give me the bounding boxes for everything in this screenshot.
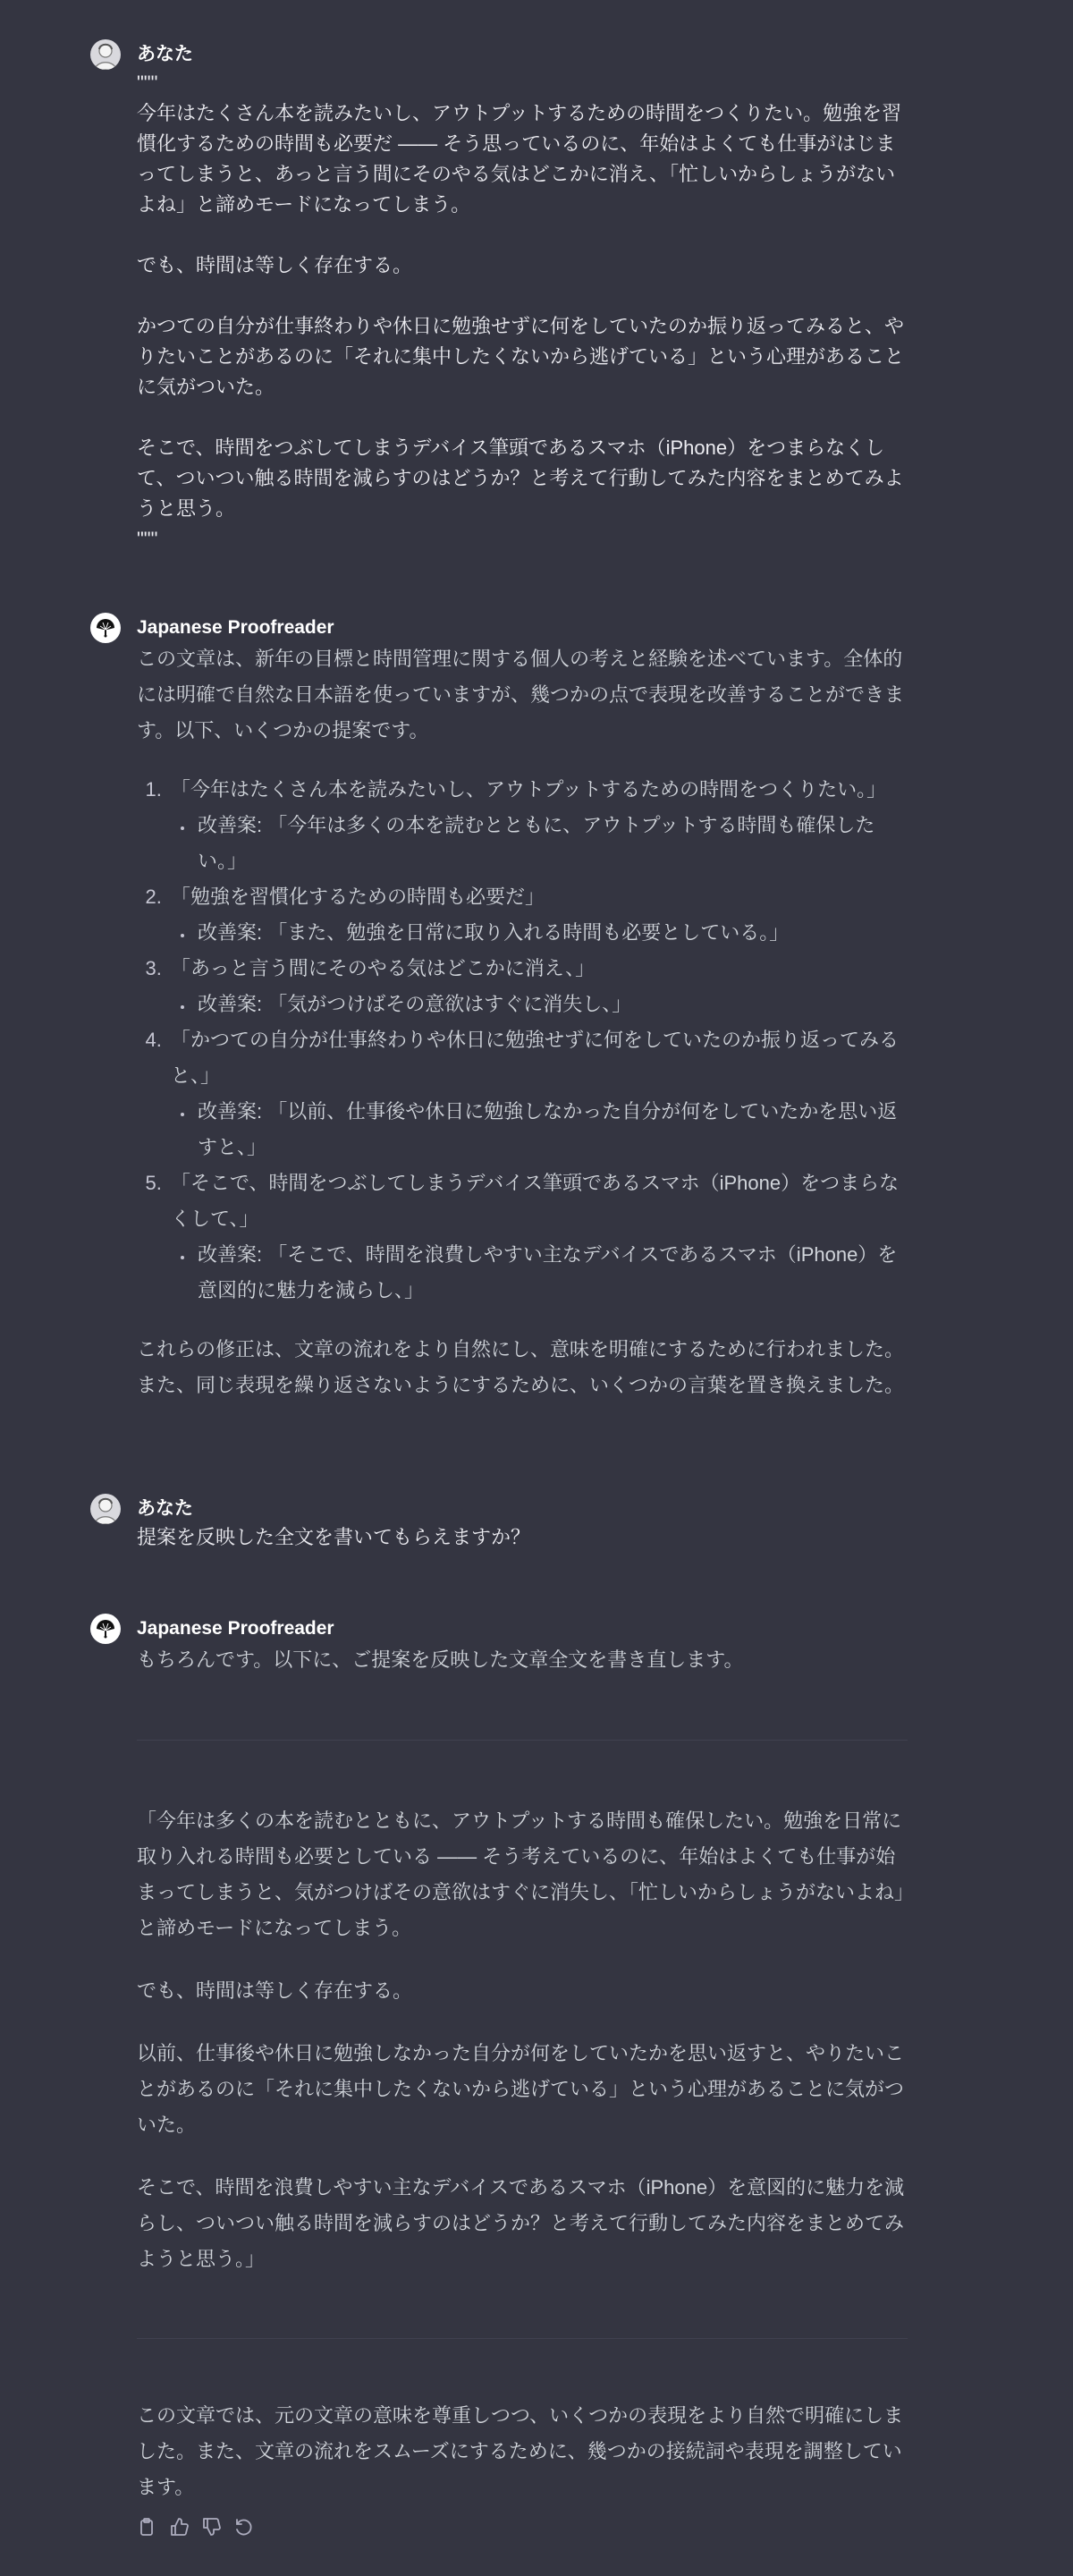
original-text: 「かつての自分が仕事終わりや休日に勉強せずに何をしていたのか振り返ってみると、」 [171,1029,900,1087]
user-avatar [90,39,121,70]
author-name: Japanese Proofreader [137,617,334,638]
list-item [167,1022,908,1165]
message-content [137,641,908,1403]
thumbs-up-icon[interactable] [169,2517,189,2537]
regenerate-icon[interactable] [233,2517,253,2537]
list-item [167,1165,908,1309]
rewritten-paragraph: そこで、時間を浪費しやすい主なデバイスであるスマホ（iPhone）を意図的に魅力を減らし、ついつい触る時間を減らすのはどうか？と考えて行動してみた内容をまとめてみようと思う。」 [137,2176,905,2270]
thumbs-down-icon[interactable] [201,2517,221,2537]
message-header [90,41,908,68]
intro-paragraph: もちろんです。以下に、ご提案を反映した文章全文を書き直します。 [137,1648,744,1671]
intro-paragraph: この文章は、新年の目標と時間管理に関する個人の考えと経験を述べています。全体的には明確で自然な日本語を使っていますが、幾つかの点で表現を改善することができます。以下、いくつかの提案です。 [137,648,905,741]
list-item [167,772,908,879]
conclusion-paragraph: これらの修正は、文章の流れをより自然にし、意味を明確にするために行われました。また、同じ表現を繰り返さないようにするために、いくつかの言葉を置き換えました。 [137,1338,905,1396]
original-text: 「そこで、時間をつぶしてしまうデバイス筆頭であるスマホ（iPhone）をつまらなくして、」 [171,1172,900,1230]
user-avatar [90,1494,121,1524]
fan-icon [90,1614,121,1644]
suggestion: • 改善案: 「また、勉強を日常に取り入れる時間も必要としている。」 [194,915,908,951]
author-name: あなた [137,1498,193,1519]
assistant-message [90,614,908,1403]
message-content [137,1642,908,2538]
suggestion: • 改善案: 「気がつけばその意欲はすぐに消失し、」 [194,987,908,1022]
message-header [90,1496,908,1522]
suggestion: • 改善案: 「そこで、時間を浪費しやすい主なデバイスであるスマホ（iPhone）を意図的に魅力を減らし、」 [194,1237,908,1309]
assistant-message [90,1615,908,2538]
divider [137,2338,908,2339]
divider [137,1740,908,1741]
author-name: Japanese Proofreader [137,1618,334,1639]
author-name: あなた [137,44,193,64]
message-header [90,614,908,641]
closing-paragraph: この文章では、元の文章の意味を尊重しつつ、いくつかの表現をより自然で明確にしました。また、文章の流れをスムーズにするために、幾つかの接続詞や表現を調整しています。 [137,2404,904,2498]
list-item [167,951,908,1022]
original-text: 「勉強を習慣化するための時間も必要だ」 [171,886,545,908]
copy-icon[interactable] [137,2517,156,2537]
user-message [90,41,908,555]
original-text: 「あっと言う間にそのやる気はどこかに消え、」 [171,957,596,979]
message-text: """ 今年はたくさん本を読みたいし、アウトプットするための時間をつくりたい。勉強を習慣化するための時間も必要だ ―― そう思っているのに、年始はよくても仕事がはじまってしまうと、あっと言う間にそのやる気はどこかに消え、「忙しいからしょうがないよね」と諦めモードになってしまう。 でも、時間は等しく存在する。 かつての自分が仕事終わりや休日に勉強せずに何をしていたのか振り返ってみると、やりたいことがあるのに「それに集中したくないから逃げている」という心理があることに気がついた。 そこで、時間をつぶしてしまうデバイス筆頭であるスマホ（iPhone）をつまらなくして、ついつい触る時間を減らすのはどうか？と考えて行動してみた内容をまとめてみようと思う。 """ [137,72,905,550]
suggestion-list [137,772,908,1309]
suggestion: • 改善案: 「以前、仕事後や休日に勉強しなかった自分が何をしていたかを思い返すと、」 [194,1094,908,1165]
user-message [90,1496,908,1553]
list-item [167,879,908,951]
rewritten-paragraph: 「今年は多くの本を読むとともに、アウトプットする時間も確保したい。勉強を日常に取り入れる時間も必要としている ―― そう考えているのに、年始はよくても仕事が始まってしまうと、気がつけばその意欲はすぐに消失し、「忙しいからしょうがないよね」と諦めモードになってしまう。 [137,1809,905,1939]
rewritten-paragraph: 以前、仕事後や休日に勉強しなかった自分が何をしていたかを思い返すと、やりたいことがあるのに「それに集中したくないから逃げている」という心理があることに気がついた。 [137,2042,905,2136]
message-header [90,1615,908,1642]
message-actions [137,2516,908,2538]
original-text: 「今年はたくさん本を読みたいし、アウトプットするための時間をつくりたい。」 [171,778,887,801]
message-text: 提案を反映した全文を書いてもらえますか？ [137,1526,531,1548]
rewritten-paragraph: でも、時間は等しく存在する。 [137,1979,413,2002]
fan-icon [90,613,121,643]
suggestion: • 改善案: 「今年は多くの本を読むとともに、アウトプットする時間も確保したい。」 [194,808,908,879]
